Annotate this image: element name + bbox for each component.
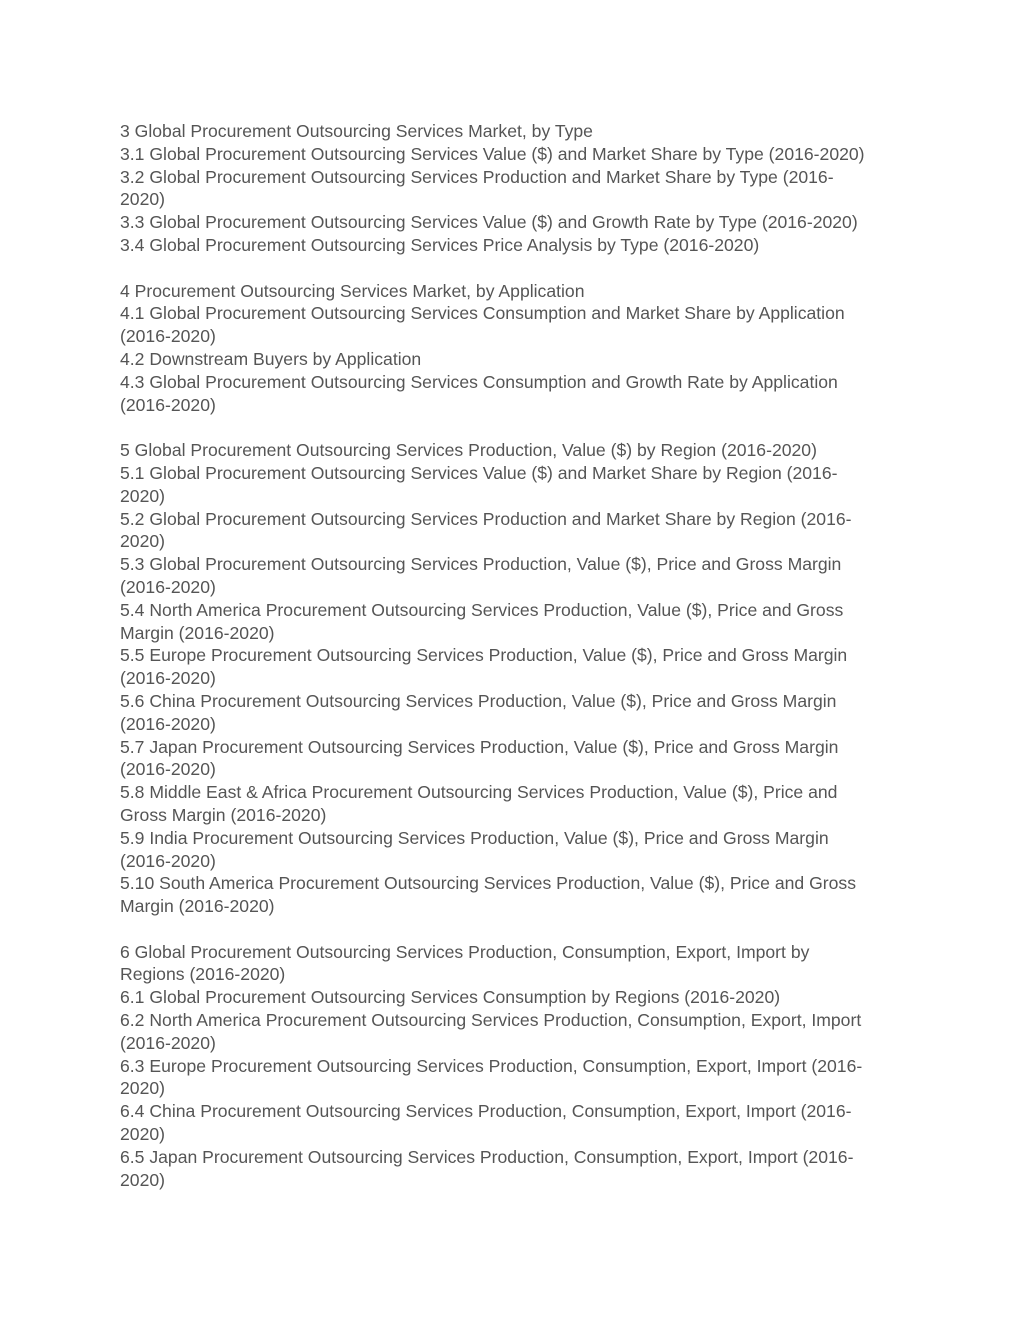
toc-line: 3.3 Global Procurement Outsourcing Services Value ($) and Growth Rate by Type (2016-2020) [120, 212, 858, 233]
toc-line: 5.9 India Procurement Outsourcing Services Production, Value ($), Price and Gross Margin [120, 827, 829, 848]
toc-line: 4.2 Downstream Buyers by Application [120, 348, 422, 369]
toc-line: (2016-2020) [120, 713, 216, 734]
toc-line: 2020) [120, 531, 165, 552]
toc-line: 5.2 Global Procurement Outsourcing Services Production and Market Share by Region (2016- [120, 508, 852, 529]
toc-line: 3.1 Global Procurement Outsourcing Services Value ($) and Market Share by Type (2016-2020) [120, 143, 865, 164]
toc-line: (2016-2020) [120, 394, 216, 415]
toc-line: 4.3 Global Procurement Outsourcing Services Consumption and Growth Rate by Application [120, 371, 838, 392]
toc-line: 5.6 China Procurement Outsourcing Services Production, Value ($), Price and Gross Margin [120, 690, 837, 711]
toc-line: 2020) [120, 1124, 165, 1145]
toc-section [120, 120, 910, 257]
toc-line: Margin (2016-2020) [120, 896, 275, 917]
toc-section [120, 280, 910, 417]
toc-line: 5.7 Japan Procurement Outsourcing Services Production, Value ($), Price and Gross Margin [120, 736, 839, 757]
toc-line: (2016-2020) [120, 576, 216, 597]
toc-line: 5.5 Europe Procurement Outsourcing Services Production, Value ($), Price and Gross Margin [120, 645, 848, 666]
toc-line: 6.1 Global Procurement Outsourcing Services Consumption by Regions (2016-2020) [120, 987, 781, 1008]
toc-line: 5.10 South America Procurement Outsourcing Services Production, Value ($), Price and Gross [120, 873, 857, 894]
toc-line: 5.1 Global Procurement Outsourcing Services Value ($) and Market Share by Region (2016- [120, 462, 838, 483]
toc-line: 2020) [120, 1078, 165, 1099]
toc-line: 3.2 Global Procurement Outsourcing Services Production and Market Share by Type (2016- [120, 166, 834, 187]
toc-line: Regions (2016-2020) [120, 964, 286, 985]
toc-line: 4.1 Global Procurement Outsourcing Services Consumption and Market Share by Application [120, 303, 845, 324]
toc-line: 2020) [120, 1169, 165, 1190]
table-of-contents [120, 120, 910, 1214]
toc-section [120, 439, 910, 918]
toc-line: 6.3 Europe Procurement Outsourcing Services Production, Consumption, Export, Import (2016- [120, 1055, 863, 1076]
toc-line: 2020) [120, 485, 165, 506]
toc-line: (2016-2020) [120, 1032, 216, 1053]
toc-line: (2016-2020) [120, 668, 216, 689]
toc-line: Gross Margin (2016-2020) [120, 804, 327, 825]
toc-section [120, 941, 910, 1192]
toc-line: 5.4 North America Procurement Outsourcing Services Production, Value ($), Price and Gross [120, 599, 844, 620]
toc-line: (2016-2020) [120, 326, 216, 347]
toc-line: 6 Global Procurement Outsourcing Services Production, Consumption, Export, Import by [120, 941, 810, 962]
toc-line: 6.4 China Procurement Outsourcing Services Production, Consumption, Export, Import (2016- [120, 1101, 852, 1122]
toc-line: 5 Global Procurement Outsourcing Services Production, Value ($) by Region (2016-2020) [120, 440, 817, 461]
toc-line: 3 Global Procurement Outsourcing Services Market, by Type [120, 121, 593, 141]
toc-line: (2016-2020) [120, 850, 216, 871]
toc-line: (2016-2020) [120, 759, 216, 780]
toc-line: Margin (2016-2020) [120, 622, 275, 643]
toc-line: 4 Procurement Outsourcing Services Market, by Application [120, 280, 585, 301]
toc-line: 2020) [120, 189, 165, 210]
toc-line: 3.4 Global Procurement Outsourcing Services Price Analysis by Type (2016-2020) [120, 234, 760, 255]
toc-line: 5.3 Global Procurement Outsourcing Services Production, Value ($), Price and Gross Margin [120, 554, 842, 575]
toc-line: 5.8 Middle East & Africa Procurement Outsourcing Services Production, Value ($), Price and [120, 782, 838, 803]
toc-line: 6.5 Japan Procurement Outsourcing Services Production, Consumption, Export, Import (2016- [120, 1146, 854, 1167]
toc-line: 6.2 North America Procurement Outsourcing Services Production, Consumption, Export, Import [120, 1010, 862, 1031]
